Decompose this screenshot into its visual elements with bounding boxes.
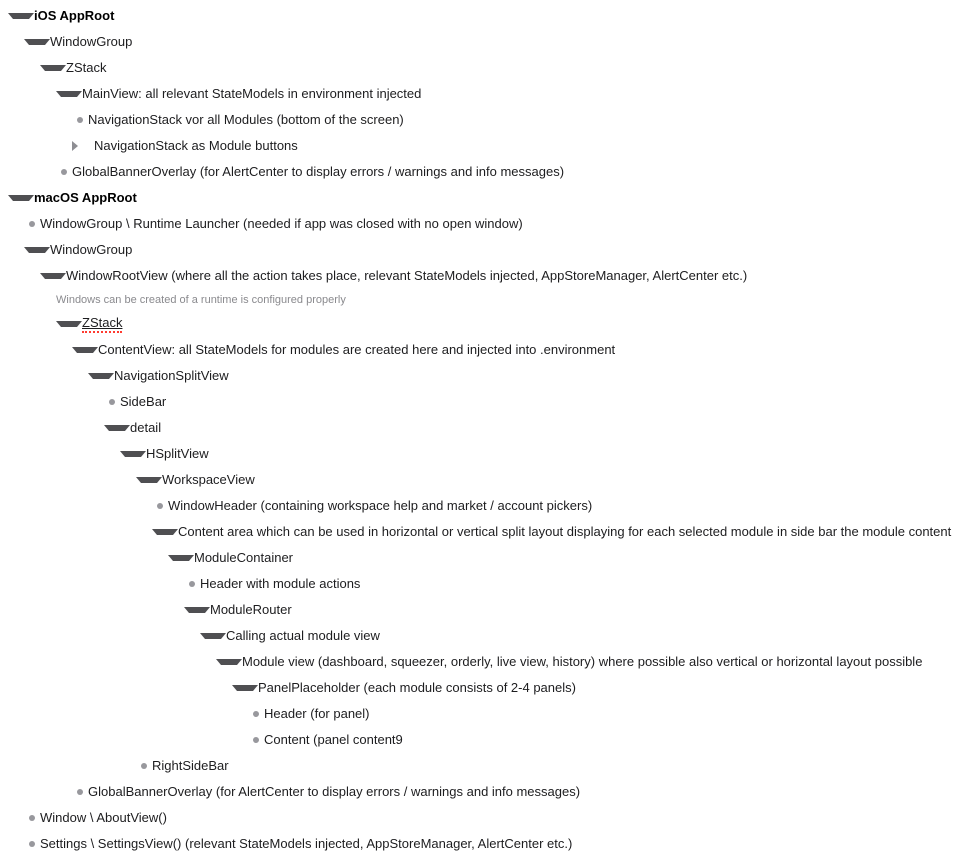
disclosure-down-icon[interactable] xyxy=(200,633,226,639)
disclosure-down-icon[interactable] xyxy=(8,195,34,201)
outline-row xyxy=(0,415,978,441)
outline-row xyxy=(0,211,978,237)
row-label[interactable]: Window \ AboutView() xyxy=(40,810,167,825)
bullet-icon xyxy=(77,117,83,123)
bullet-icon xyxy=(77,789,83,795)
row-label[interactable]: WindowGroup xyxy=(50,34,133,49)
row-label[interactable]: SideBar xyxy=(120,394,167,409)
outline-row xyxy=(0,779,978,805)
row-label[interactable]: GlobalBannerOverlay (for AlertCenter to display errors / warnings and info messages) xyxy=(88,784,581,799)
row-label[interactable]: WindowRootView (where all the action takes place, relevant StateModels injected, AppStoreManager, AlertCenter etc.) xyxy=(66,268,748,283)
outline-row xyxy=(0,545,978,571)
outline-row xyxy=(0,519,978,545)
row-label[interactable]: HSplitView xyxy=(146,446,209,461)
outline-row xyxy=(0,753,978,779)
outline-row xyxy=(0,55,978,81)
outline-row xyxy=(0,675,978,701)
outline-row xyxy=(0,597,978,623)
disclosure-right-icon[interactable] xyxy=(72,141,94,151)
bullet-icon xyxy=(141,763,147,769)
outline-row xyxy=(0,81,978,107)
row-label[interactable]: iOS AppRoot xyxy=(34,8,115,23)
disclosure-down-icon[interactable] xyxy=(24,247,50,253)
outline-row xyxy=(0,831,978,857)
disclosure-down-icon[interactable] xyxy=(40,273,66,279)
row-label[interactable]: GlobalBannerOverlay (for AlertCenter to display errors / warnings and info messages) xyxy=(72,164,565,179)
outline-row xyxy=(0,363,978,389)
disclosure-down-icon[interactable] xyxy=(24,39,50,45)
outline-row xyxy=(0,159,978,185)
disclosure-down-icon[interactable] xyxy=(152,529,178,535)
disclosure-down-icon[interactable] xyxy=(216,659,242,665)
outline-row xyxy=(0,263,978,289)
row-label[interactable]: NavigationStack vor all Modules (bottom of the screen) xyxy=(88,112,404,127)
disclosure-down-icon[interactable] xyxy=(104,425,130,431)
row-label[interactable]: Calling actual module view xyxy=(226,628,380,643)
row-label[interactable]: WindowGroup xyxy=(50,242,133,257)
row-label: Windows can be created of a runtime is configured properly xyxy=(56,294,346,306)
outline-row xyxy=(0,107,978,133)
row-label[interactable]: Header (for panel) xyxy=(264,706,370,721)
disclosure-down-icon[interactable] xyxy=(40,65,66,71)
outline-row xyxy=(0,311,978,337)
disclosure-down-icon[interactable] xyxy=(232,685,258,691)
disclosure-down-icon[interactable] xyxy=(56,91,82,97)
row-label[interactable]: ModuleRouter xyxy=(210,602,292,617)
outline-row xyxy=(0,133,978,159)
bullet-icon xyxy=(109,399,115,405)
disclosure-down-icon[interactable] xyxy=(136,477,162,483)
outline-row xyxy=(0,571,978,597)
disclosure-down-icon[interactable] xyxy=(120,451,146,457)
disclosure-down-icon[interactable] xyxy=(72,347,98,353)
row-label[interactable]: ModuleContainer xyxy=(194,550,294,565)
row-label[interactable]: PanelPlaceholder (each module consists of 2-4 panels) xyxy=(258,680,576,695)
outline-row xyxy=(0,337,978,363)
row-label[interactable]: macOS AppRoot xyxy=(34,190,137,205)
row-glyph xyxy=(40,292,56,308)
row-label[interactable]: NavigationSplitView xyxy=(114,368,229,383)
outline-row xyxy=(0,727,978,753)
outline-row xyxy=(0,805,978,831)
outline-row xyxy=(0,237,978,263)
outline-row xyxy=(0,441,978,467)
outline-row xyxy=(0,701,978,727)
bullet-icon xyxy=(189,581,195,587)
disclosure-down-icon[interactable] xyxy=(88,373,114,379)
row-label[interactable]: ZStack xyxy=(66,60,107,75)
row-label[interactable]: MainView: all relevant StateModels in environment injected xyxy=(82,86,422,101)
bullet-icon xyxy=(29,841,35,847)
bullet-icon xyxy=(29,221,35,227)
row-label[interactable]: WorkspaceView xyxy=(162,472,255,487)
disclosure-down-icon[interactable] xyxy=(8,13,34,19)
outline-row xyxy=(0,185,978,211)
bullet-icon xyxy=(29,815,35,821)
row-label[interactable]: Header with module actions xyxy=(200,576,361,591)
row-label[interactable]: ContentView: all StateModels for modules are created here and injected into .environment xyxy=(98,342,616,357)
row-label[interactable]: RightSideBar xyxy=(152,758,229,773)
row-label[interactable]: WindowGroup \ Runtime Launcher (needed if app was closed with no open window) xyxy=(40,216,523,231)
row-label[interactable]: detail xyxy=(130,420,162,435)
row-label[interactable]: WindowHeader (containing workspace help and market / account pickers) xyxy=(168,498,593,513)
outline-row xyxy=(0,623,978,649)
bullet-icon xyxy=(253,711,259,717)
outline-row xyxy=(0,493,978,519)
outline-row xyxy=(0,3,978,29)
disclosure-down-icon[interactable] xyxy=(168,555,194,561)
bullet-icon xyxy=(61,169,67,175)
row-label[interactable]: Content (panel content9 xyxy=(264,732,403,747)
bullet-icon xyxy=(157,503,163,509)
row-label[interactable]: Module view (dashboard, squeezer, orderly, live view, history) where possible also vertical or horizontal layout possible xyxy=(242,654,923,669)
disclosure-down-icon[interactable] xyxy=(184,607,210,613)
row-label[interactable]: ZStack xyxy=(82,315,122,333)
outline-row xyxy=(0,289,978,311)
outline-row xyxy=(0,467,978,493)
outline-row xyxy=(0,29,978,55)
outline-row xyxy=(0,389,978,415)
outline-row xyxy=(0,649,978,675)
row-label[interactable]: Settings \ SettingsView() (relevant StateModels injected, AppStoreManager, AlertCenter etc.) xyxy=(40,836,573,851)
bullet-icon xyxy=(253,737,259,743)
disclosure-down-icon[interactable] xyxy=(56,321,82,327)
row-label[interactable]: NavigationStack as Module buttons xyxy=(94,138,298,153)
row-label[interactable]: Content area which can be used in horizontal or vertical split layout displaying for each selected module in side bar the module content xyxy=(178,524,952,539)
